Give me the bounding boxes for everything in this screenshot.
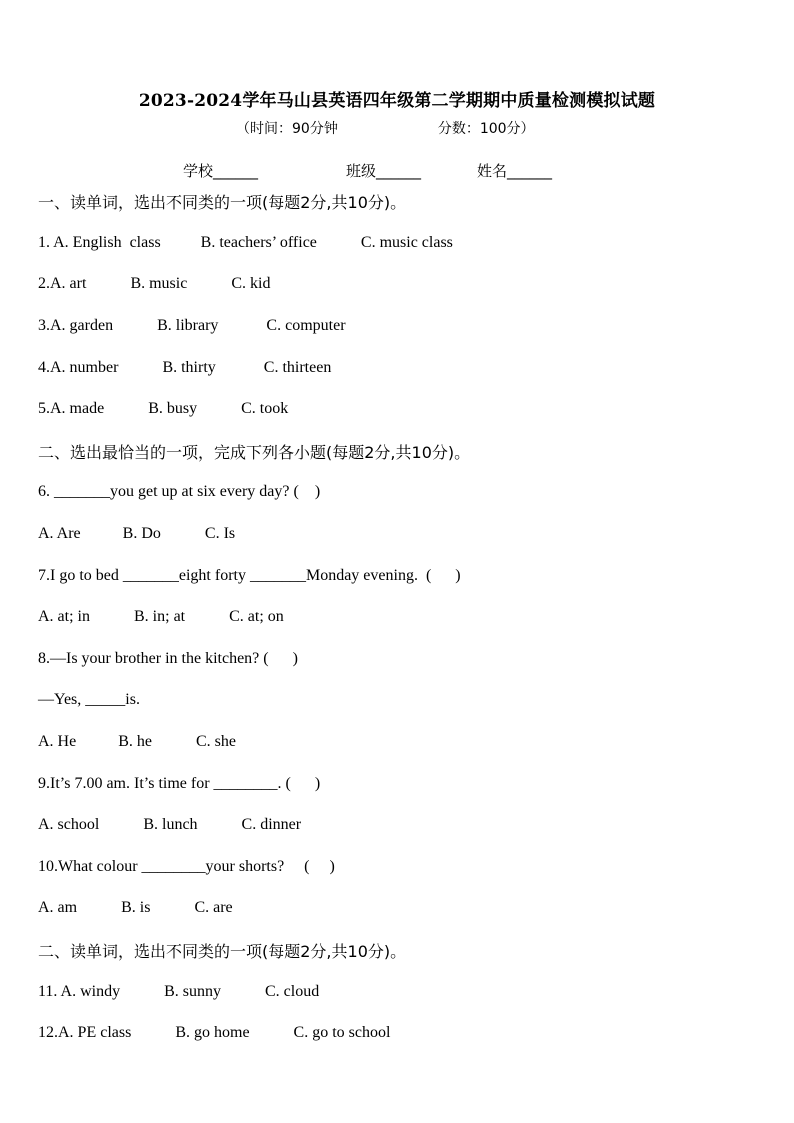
student-info-row xyxy=(183,160,552,181)
question-7-stem: 7.I go to bed _______eight forty _______Monday evening. ( ) xyxy=(38,567,461,584)
question-7-options xyxy=(38,608,284,626)
question-8-options xyxy=(38,733,236,751)
q2-option-c: C. kid xyxy=(231,275,271,292)
question-2 xyxy=(38,275,270,293)
time-limit: （时间：90分钟 xyxy=(236,121,338,137)
q1-option-b: B. teachers’ office xyxy=(200,234,317,251)
question-12 xyxy=(38,1024,390,1042)
q7-option-b: B. in; at xyxy=(134,608,186,625)
question-4 xyxy=(38,359,331,377)
question-3 xyxy=(38,317,346,335)
q5-option-a: 5.A. made xyxy=(38,400,105,417)
q3-option-a: 3.A. garden xyxy=(38,317,114,334)
q6-option-a: A. Are xyxy=(38,525,81,542)
question-10-options xyxy=(38,899,233,917)
q1-option-a: 1. A. English class xyxy=(38,234,161,251)
q7-option-a: A. at; in xyxy=(38,608,90,625)
q8-option-b: B. he xyxy=(118,733,152,750)
q9-option-a: A. school xyxy=(38,816,100,833)
school-field: 学校______ xyxy=(183,162,259,180)
q12-option-b: B. go home xyxy=(175,1024,250,1041)
q3-option-b: B. library xyxy=(157,317,219,334)
exam-meta xyxy=(236,118,535,138)
question-9-stem: 9.It’s 7.00 am. It’s time for ________. ( ) xyxy=(38,775,321,792)
q9-option-b: B. lunch xyxy=(143,816,198,833)
q1-option-c: C. music class xyxy=(360,234,453,251)
question-10-stem: 10.What colour ________your shorts? ( ) xyxy=(38,858,335,875)
q10-option-c: C. are xyxy=(194,899,233,916)
q7-option-c: C. at; on xyxy=(229,608,284,625)
question-11 xyxy=(38,983,319,1001)
q11-option-a: 11. A. windy xyxy=(38,983,121,1000)
total-score: 分数：100分） xyxy=(437,121,535,137)
q4-option-b: B. thirty xyxy=(162,359,216,376)
question-8-stem-2: —Yes, _____is. xyxy=(38,691,140,708)
q4-option-a: 4.A. number xyxy=(38,359,119,376)
q6-option-b: B. Do xyxy=(122,525,161,542)
question-1 xyxy=(38,234,453,252)
q6-option-c: C. Is xyxy=(204,525,236,542)
q12-option-c: C. go to school xyxy=(293,1024,391,1041)
page-title: 2023-2024学年马山县英语四年级第二学期期中质量检测模拟试题 xyxy=(138,91,656,111)
name-field: 姓名______ xyxy=(477,162,553,180)
q8-option-c: C. she xyxy=(196,733,236,750)
q2-option-b: B. music xyxy=(130,275,188,292)
question-9-options xyxy=(38,816,301,834)
q12-option-a: 12.A. PE class xyxy=(38,1024,132,1041)
question-8-stem: 8.—Is your brother in the kitchen? ( ) xyxy=(38,650,298,667)
q8-option-a: A. He xyxy=(38,733,77,750)
q3-option-c: C. computer xyxy=(266,317,346,334)
q2-option-a: 2.A. art xyxy=(38,275,87,292)
q10-option-b: B. is xyxy=(121,899,151,916)
section-2-heading: 二、选出最恰当的一项，完成下列各小题(每题2分,共10分)。 xyxy=(38,443,471,462)
class-field: 班级______ xyxy=(346,162,422,180)
section-3-heading: 二、读单词，选出不同类的一项(每题2分,共10分)。 xyxy=(38,942,407,961)
section-1-heading: 一、读单词，选出不同类的一项(每题2分,共10分)。 xyxy=(38,193,407,212)
q9-option-c: C. dinner xyxy=(241,816,302,833)
q5-option-b: B. busy xyxy=(148,400,198,417)
q11-option-b: B. sunny xyxy=(164,983,221,1000)
q10-option-a: A. am xyxy=(38,899,78,916)
q5-option-c: C. took xyxy=(241,400,289,417)
question-6-options xyxy=(38,525,235,543)
question-6-stem: 6. _______you get up at six every day? ( ) xyxy=(38,483,321,500)
q4-option-c: C. thirteen xyxy=(263,359,332,376)
q11-option-c: C. cloud xyxy=(264,983,320,1000)
question-5 xyxy=(38,400,288,418)
